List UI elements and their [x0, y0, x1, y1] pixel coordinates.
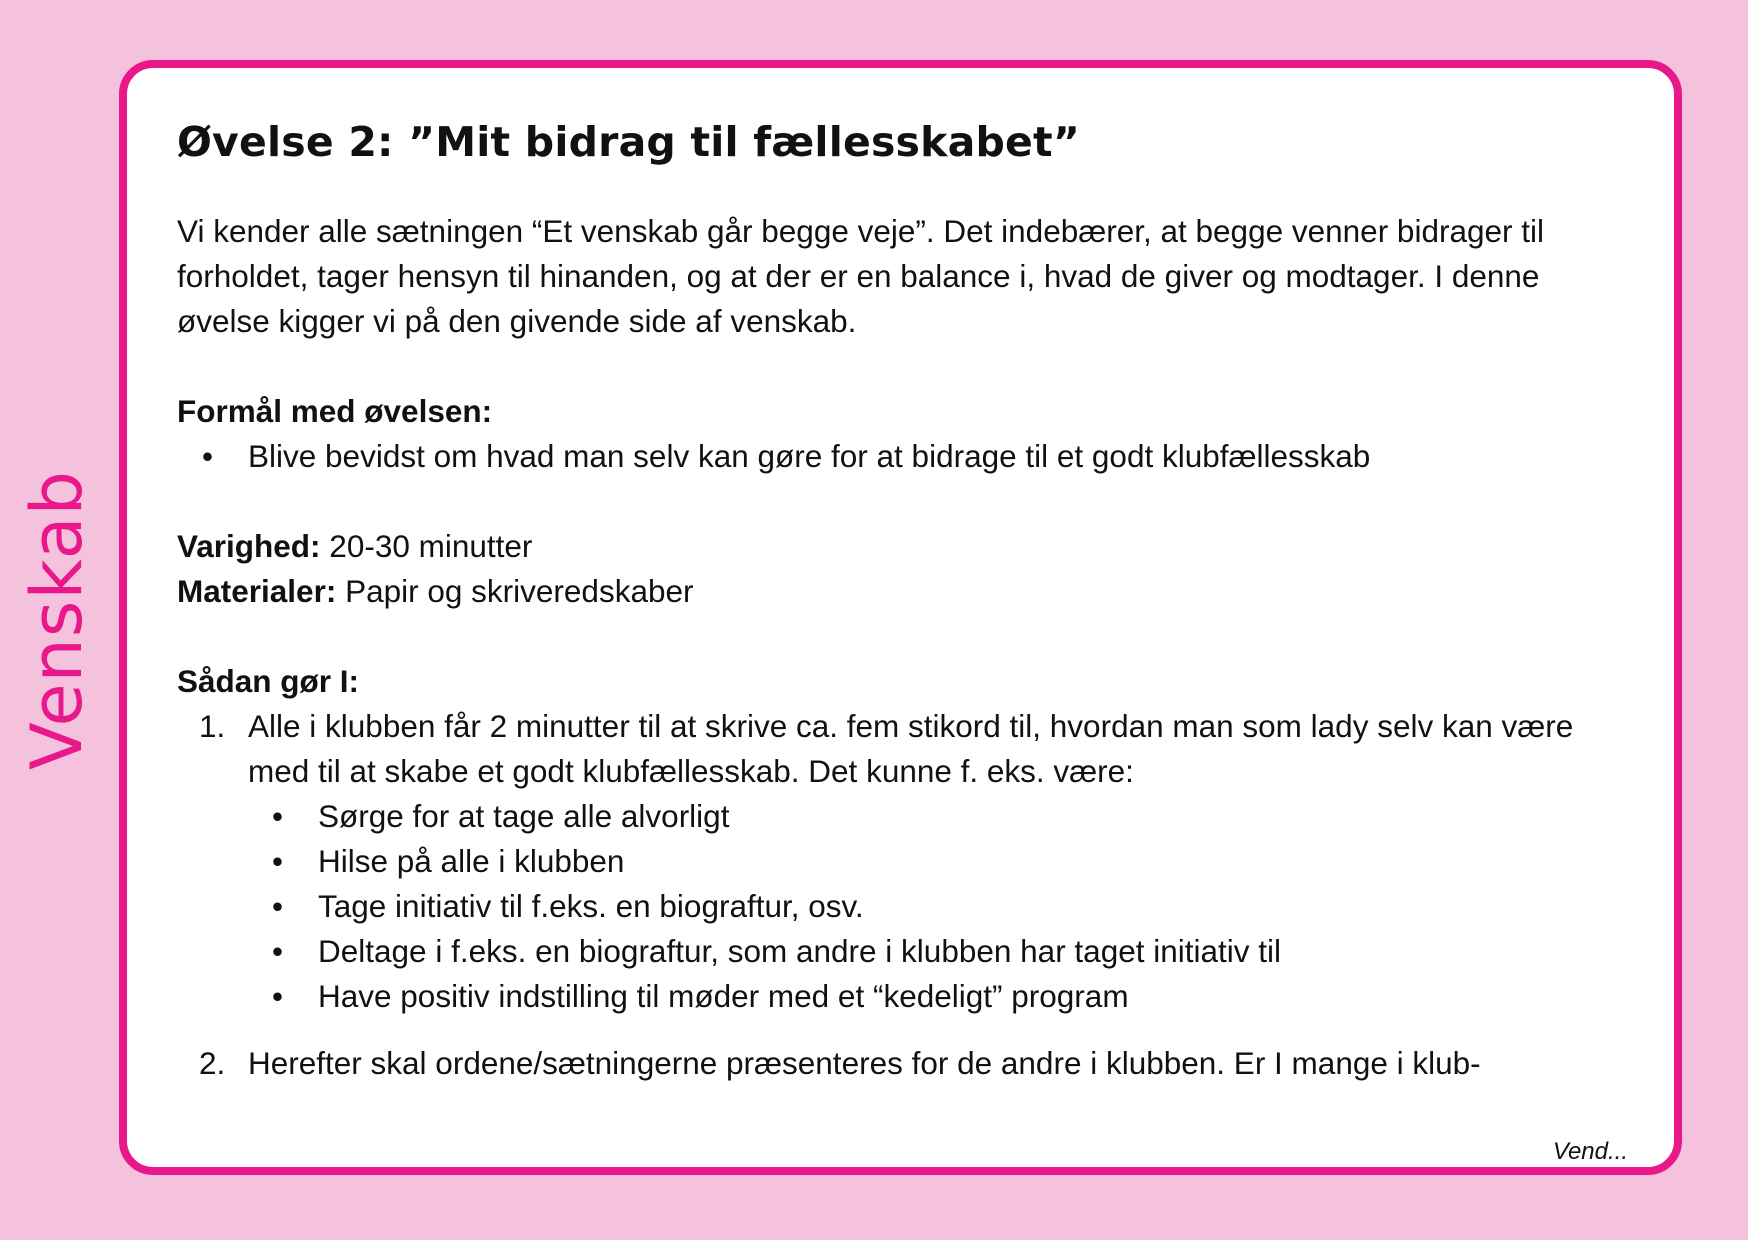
sub-list-item	[170, 929, 1630, 974]
howto-steps	[170, 704, 1630, 794]
sub-list-item	[170, 839, 1630, 884]
materials-label: Materialer:	[177, 573, 337, 610]
step-number: 1.	[199, 708, 226, 745]
card-content	[170, 108, 1630, 1086]
materials-value: Papir og skriveredskaber	[336, 573, 694, 610]
step-text: Herefter skal ordene/sætningerne præsenteres for de andre i klubben. Er I mange i klub-	[248, 1045, 1481, 1082]
duration-value: 20-30 minutter	[320, 528, 533, 565]
bullet-icon: •	[272, 843, 284, 880]
duration-label: Varighed:	[177, 528, 321, 565]
step-text: Alle i klubben får 2 minutter til at skrive ca. fem stikord til, hvordan man som lady selv kan være med til at skabe et godt klubfællesskab. Det kunne f. eks. være:	[248, 708, 1574, 790]
sub-list-item-text: Tage initiativ til f.eks. en biograftur, osv.	[318, 888, 864, 925]
turn-page-note: Vend...	[1552, 1138, 1628, 1165]
sub-list-item-text: Hilse på alle i klubben	[318, 843, 625, 880]
sub-list-item-text: Have positiv indstilling til møder med et “kedeligt” program	[318, 978, 1129, 1015]
step-number: 2.	[199, 1045, 226, 1082]
bullet-icon: •	[272, 888, 284, 925]
bullet-icon: •	[272, 798, 284, 835]
exercise-title: Øvelse 2: ”Mit bidrag til fællesskabet”	[177, 118, 1080, 166]
bullet-icon: •	[272, 978, 284, 1015]
purpose-list	[170, 434, 1630, 479]
howto-steps-continued	[170, 1041, 1630, 1086]
side-category-label: Venskab	[16, 470, 98, 770]
bullet-icon: •	[272, 933, 284, 970]
purpose-item	[170, 434, 1630, 479]
howto-heading: Sådan gør I:	[177, 663, 360, 700]
sub-list-item	[170, 974, 1630, 1019]
materials-line	[177, 569, 1630, 614]
bullet-icon: •	[202, 438, 214, 475]
sub-list-item	[170, 884, 1630, 929]
intro-paragraph: Vi kender alle sætningen “Et venskab går begge veje”. Det indebærer, at begge venner bidrager til forholdet, tager hensyn til hinanden, og at der er en balance i, hvad de giver og modtager. I denne øvelse kigger vi på den givende side af venskab.	[177, 213, 1545, 340]
step-item	[170, 1041, 1630, 1086]
sub-list-item-text: Deltage i f.eks. en biograftur, som andre i klubben har taget initiativ til	[318, 933, 1282, 970]
purpose-item-text: Blive bevidst om hvad man selv kan gøre for at bidrage til et godt klubfællesskab	[248, 438, 1371, 475]
step-sub-list	[170, 794, 1630, 1019]
sub-list-item-text: Sørge for at tage alle alvorligt	[318, 798, 730, 835]
meta-block	[170, 524, 1630, 614]
purpose-heading: Formål med øvelsen:	[177, 393, 493, 430]
step-item	[170, 704, 1630, 794]
sub-list-item	[170, 794, 1630, 839]
duration-line	[177, 524, 1630, 569]
